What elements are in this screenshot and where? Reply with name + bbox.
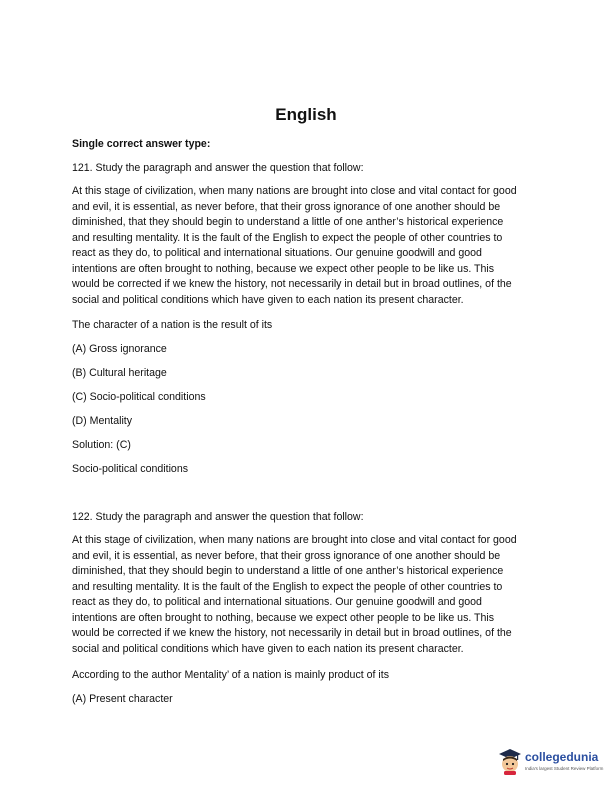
passage-line: react as they do, to political and international situations. Our genuine goodwill and good bbox=[72, 247, 482, 259]
page-title: English bbox=[275, 105, 337, 124]
passage-line: and resulting mentality. It is the fault of the English to expect the people of other countries to bbox=[72, 231, 503, 244]
q121-passage bbox=[72, 184, 542, 308]
q121-prompt: 121. Study the paragraph and answer the question that follow: bbox=[72, 162, 364, 174]
q122-prompt: 122. Study the paragraph and answer the question that follow: bbox=[72, 511, 364, 523]
graduate-mascot-icon bbox=[497, 747, 523, 775]
passage-line: At this stage of civilization, when many nations are brought into close and vital contact for good bbox=[72, 185, 517, 197]
section-heading: Single correct answer type: bbox=[72, 138, 211, 150]
q121-option-d: (D) Mentality bbox=[72, 415, 133, 427]
passage-line: react as they do, to political and international situations. Our genuine goodwill and good bbox=[72, 596, 482, 608]
q122-passage bbox=[72, 533, 542, 657]
passage-line: At this stage of civilization, when many nations are brought into close and vital contact for good bbox=[72, 534, 517, 546]
collegedunia-logo bbox=[497, 745, 602, 779]
brand-name: collegedunia bbox=[525, 750, 599, 764]
q121-solution-text: Socio-political conditions bbox=[72, 463, 189, 475]
q121-option-a: (A) Gross ignorance bbox=[72, 343, 167, 355]
passage-line: and evil, it is essential, as never before, that their gross ignorance of one another should be bbox=[72, 549, 501, 562]
passage-line: social and political conditions which have given to each nation its present character. bbox=[72, 642, 464, 655]
passage-line: diminished, that they should begin to understand a little of one anther’s historical experience bbox=[72, 216, 504, 228]
passage-line: intentions are often brought to nothing, because we expect other people to be like us. This bbox=[72, 262, 495, 275]
passage-line: social and political conditions which have given to each nation its present character. bbox=[72, 293, 464, 306]
passage-line: and evil, it is essential, as never before, that their gross ignorance of one another should be bbox=[72, 200, 501, 213]
q121-option-c: (C) Socio-political conditions bbox=[72, 391, 206, 403]
brand-tagline: India's largest Student Review Platform bbox=[525, 766, 604, 771]
q121-option-b: (B) Cultural heritage bbox=[72, 367, 167, 379]
q121-solution-label: Solution: (C) bbox=[72, 439, 131, 451]
q121-question: The character of a nation is the result of its bbox=[72, 319, 273, 331]
passage-line: would be corrected if we knew the history, not necessarily in detail but in broad outlines, of the bbox=[72, 627, 512, 639]
passage-line: diminished, that they should begin to understand a little of one anther’s historical experience bbox=[72, 565, 504, 577]
passage-line: intentions are often brought to nothing, because we expect other people to be like us. This bbox=[72, 611, 495, 624]
passage-line: and resulting mentality. It is the fault of the English to expect the people of other countries to bbox=[72, 580, 503, 593]
passage-line: would be corrected if we knew the history, not necessarily in detail but in broad outlines, of the bbox=[72, 278, 512, 290]
q122-question: According to the author Mentality’ of a nation is mainly product of its bbox=[72, 669, 389, 681]
q122-option-a: (A) Present character bbox=[72, 693, 173, 705]
